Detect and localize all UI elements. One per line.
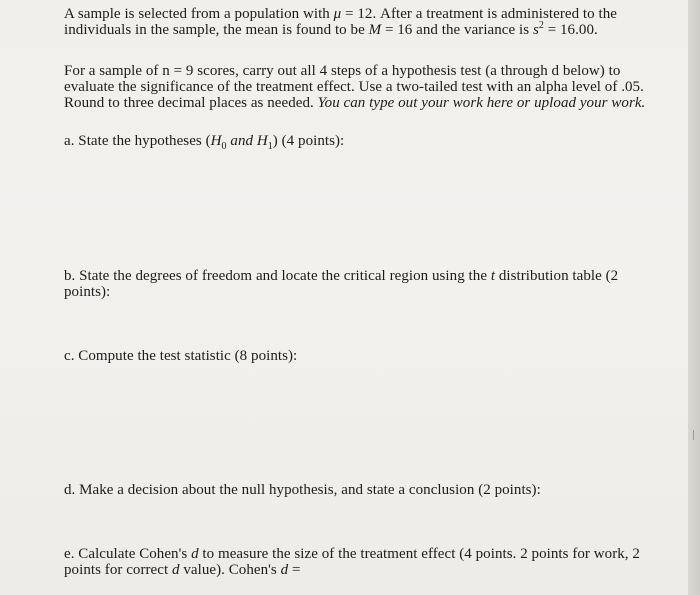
question-d [64, 482, 664, 498]
problem-intro [64, 6, 664, 38]
question-text: to measure the size of the treatment effect (4 points. 2 points for work, 2 [198, 546, 640, 562]
variance-exponent: 2 [538, 20, 544, 31]
question-b-line-1 [64, 268, 664, 284]
page-edge-mark [693, 430, 698, 440]
instructions [64, 63, 664, 111]
question-text: points for correct [64, 562, 172, 578]
question-e-line-2 [64, 562, 664, 578]
instructions-line-2: evaluate the significance of the treatment effect. Use a two-tailed test with an alpha level of .05. [64, 79, 644, 95]
question-text: value). Cohen's [179, 562, 281, 578]
intro-line-1 [64, 6, 664, 22]
instructions-text: Round to three decimal places as needed. [64, 95, 318, 111]
question-text: e. Calculate Cohen's [64, 546, 192, 562]
question-e [64, 546, 664, 578]
mu-symbol: μ [333, 6, 342, 22]
question-a-line [64, 133, 664, 152]
question-e-line-1 [64, 546, 664, 562]
intro-text: = 16.00. [543, 22, 598, 38]
question-b-line-2: points): [64, 284, 111, 300]
intro-line-2 [64, 22, 664, 38]
instructions-line-3 [64, 95, 664, 111]
question-b [64, 268, 664, 300]
cohens-d-symbol: d [172, 562, 180, 578]
variance-symbol: s [532, 22, 539, 38]
question-d-line: d. Make a decision about the null hypothesis, and state a conclusion (2 points): [64, 482, 541, 498]
t-symbol: t [490, 268, 496, 284]
and-word: and [226, 133, 257, 149]
h0-symbol: H [210, 133, 222, 149]
sample-mean-symbol: M [368, 22, 382, 38]
page-edge-shadow [688, 0, 700, 595]
intro-text: = 12. After a treatment is administered to the [341, 6, 617, 22]
cohens-d-symbol: d [280, 562, 289, 578]
question-c-line: c. Compute the test statistic (8 points): [64, 348, 298, 364]
question-text: a. State the hypotheses ( [64, 133, 211, 149]
question-c [64, 348, 664, 364]
h1-subscript: 1 [267, 141, 273, 152]
h1-symbol: H [256, 133, 268, 149]
intro-text: A sample is selected from a population with [64, 6, 334, 22]
intro-text: = 16 and the variance is [381, 22, 533, 38]
question-text: distribution table (2 [495, 268, 619, 284]
question-text: = [288, 562, 301, 578]
upload-note: You can type out your work here or upload your work. [317, 95, 646, 111]
question-text: b. State the degrees of freedom and locate the critical region using the [64, 268, 491, 284]
intro-text: individuals in the sample, the mean is found to be [64, 22, 369, 38]
question-a [64, 133, 664, 152]
question-text: ) (4 points): [272, 133, 345, 149]
h0-subscript: 0 [221, 141, 227, 152]
cohens-d-symbol: d [191, 546, 199, 562]
instructions-line-1: For a sample of n = 9 scores, carry out all 4 steps of a hypothesis test (a through d below) to [64, 63, 621, 79]
